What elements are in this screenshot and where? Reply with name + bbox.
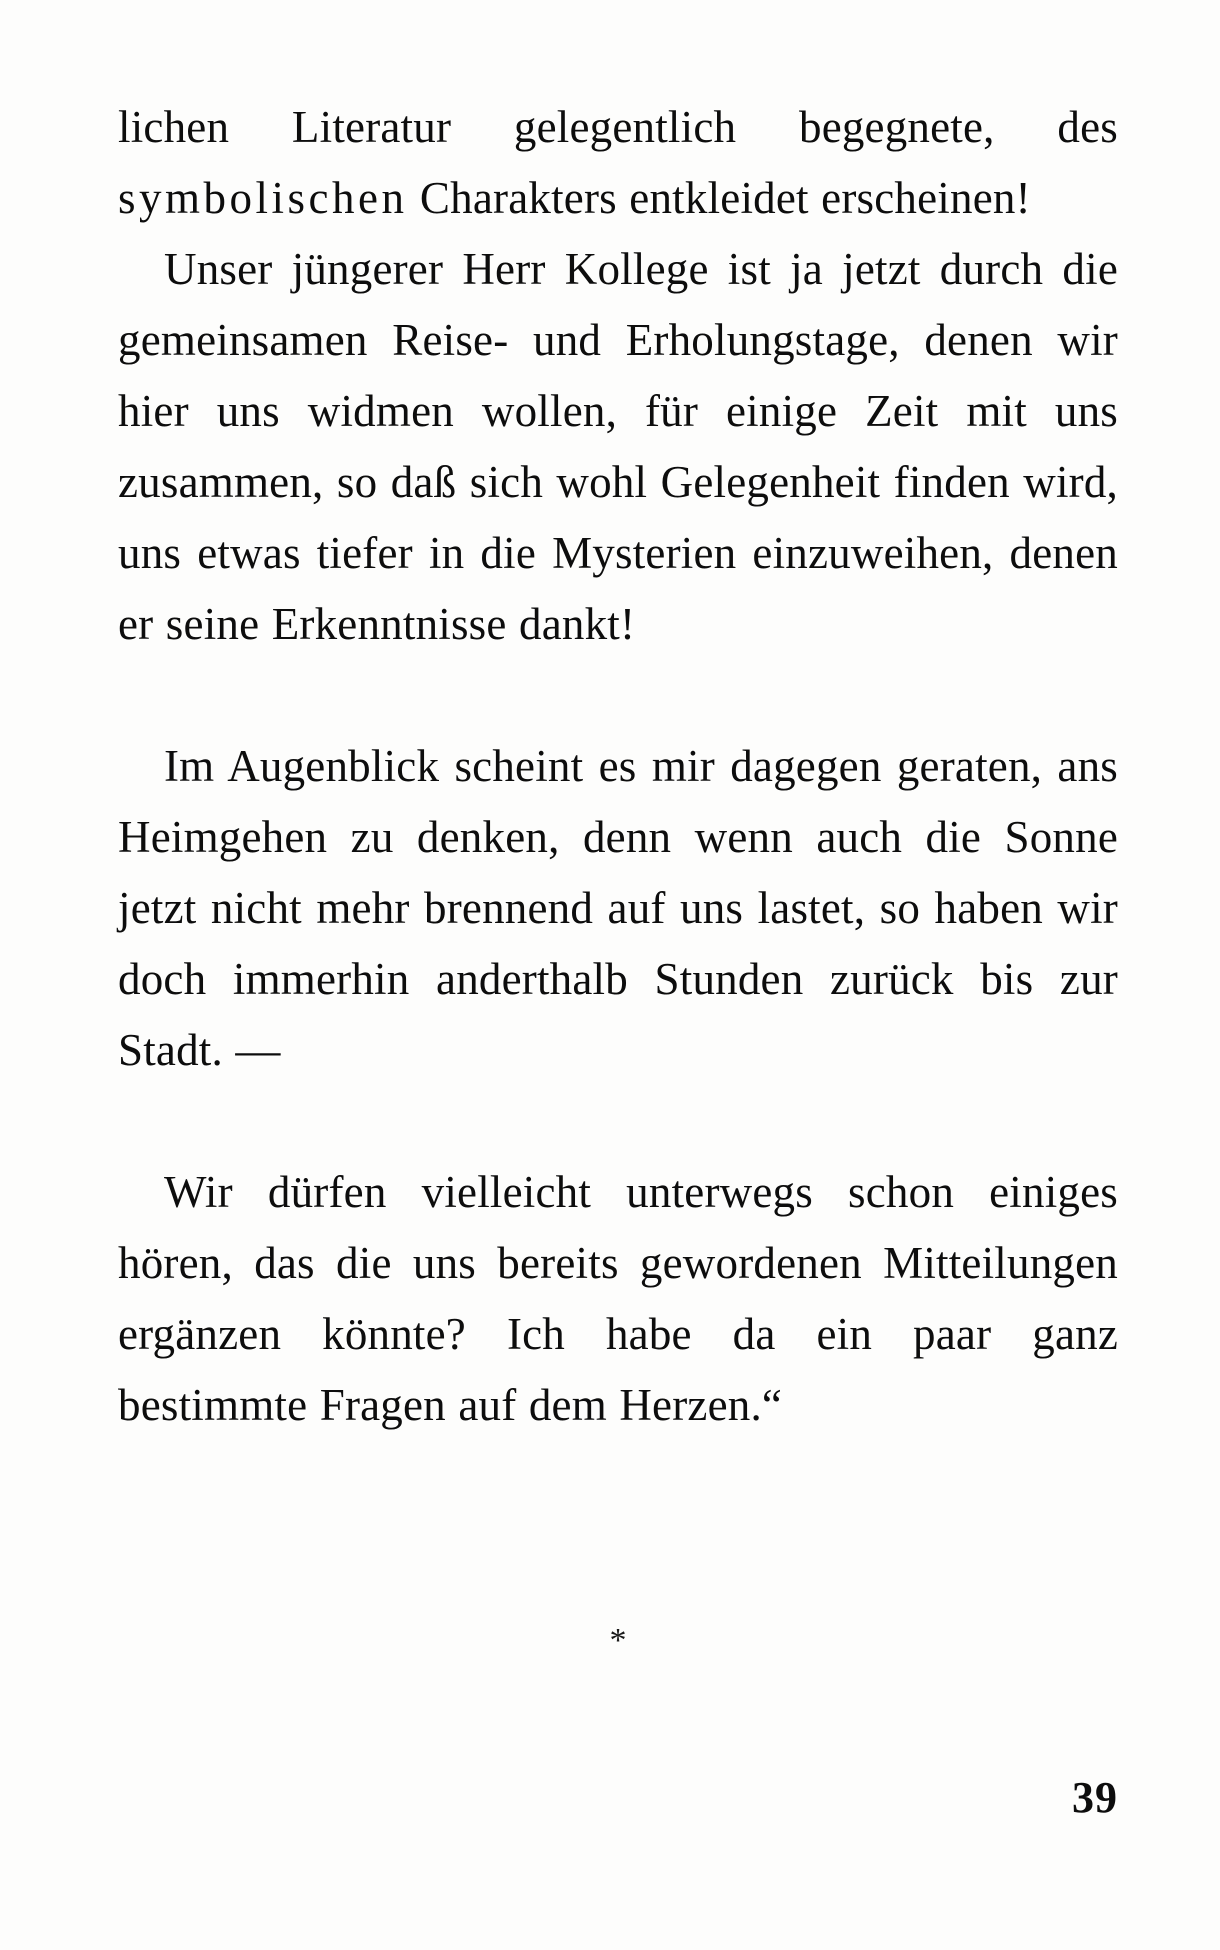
paragraph-2: Unser jüngerer Herr Kollege ist ja jetzt durch die gemeinsamen Reise- und Erholungstage, denen wir hier uns widmen wollen, für einige Zeit mit uns zusammen, so daß sich wohl Gelegenheit finden wird, uns etwas tiefer in die Mysterien einzuweihen, denen er seine Erkenntnisse dankt! (118, 244, 1118, 649)
paragraph-1 (118, 92, 1118, 234)
page-number: 39 (1072, 1773, 1118, 1822)
paragraph-4: Wir dürfen vielleicht unterwegs schon einiges hören, das die uns bereits gewordenen Mitteilungen ergänzen könnte? Ich habe da ein paar ganz bestimmte Fragen auf dem Herzen.“ (118, 1167, 1118, 1430)
page-body-text (118, 92, 1118, 1822)
paragraph-1-segment-1: lichen Literatur gelegentlich begegnete, des (118, 102, 1118, 152)
paragraph-3: Im Augenblick scheint es mir dagegen geraten, ans Heimgehen zu denken, denn wenn auch die Sonne jetzt nicht mehr brennend auf uns lastet, so haben wir doch immerhin anderthalb Stunden zurück bis zur Stadt. — (118, 741, 1118, 1075)
paragraph-1-segment-3: Charakters entkleidet erscheinen! (407, 173, 1031, 223)
paragraph-1-segment-spaced: symbolischen (118, 173, 408, 223)
section-ornament-asterisk: * (609, 1622, 627, 1659)
